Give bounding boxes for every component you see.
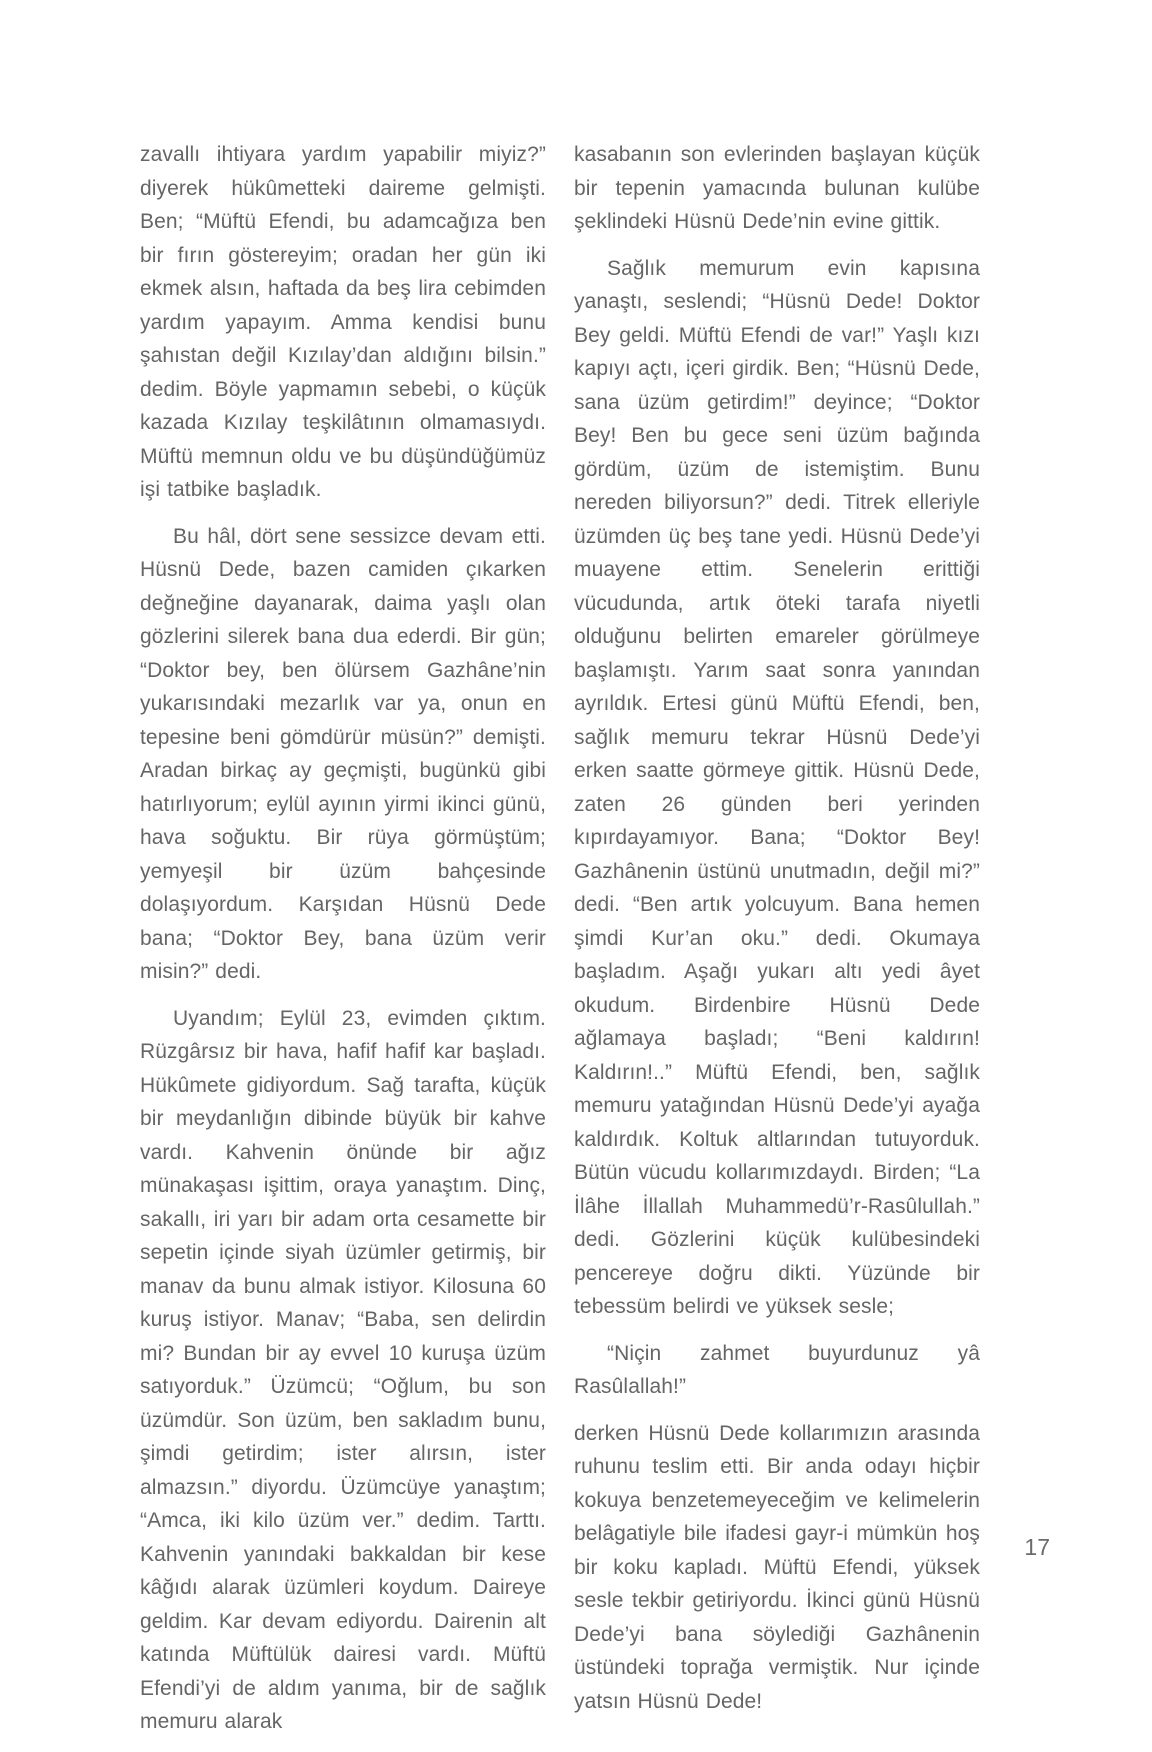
page-number: 17 <box>1024 1534 1050 1560</box>
paragraph: Uyandım; Eylül 23, evimden çıktım. Rüzgârsız bir hava, hafif hafif kar başladı. Hükûmete gidiyordum. Sağ tarafta, küçük bir meydanlığın dibinde büyük bir kahve vardı. Kahvenin önünde bir ağız münakaşası işittim, oraya yanaştım. Dinç, sakallı, iri yarı bir adam orta cesamette bir sepetin içinde siyah üzümler getirmiş, bir manav da bunu almak istiyor. Kilosuna 60 kuruş istiyor. Manav; “Baba, sen delirdin mi? Bundan bir ay evvel 10 kuruşa üzüm satıyorduk.” Üzümcü; “Oğlum, bu son üzümdür. Son üzüm, ben sakladım bunu, şimdi getirdim; ister alırsın, ister almazsın.” diyordu. Üzümcüye yanaştım; “Amca, iki kilo üzüm ver.” dedim. Tarttı. Kahvenin yanındaki bakkaldan bir kese kâğıdı alarak üzümleri koydum. Daireye geldim. Kar devam ediyordu. Dairenin alt katında Müftülük dairesi vardı. Müftü Efendi’yi de aldım yanıma, bir de sağlık memuru alarak <box>140 1006 546 1733</box>
paragraph: derken Hüsnü Dede kollarımızın arasında ruhunu teslim etti. Bir anda odayı hiçbir kokuya benzetemeyeceğim ve kelimelerin belâgatiyle bile ifadesi gayr-i mümkün hoş bir koku kapladı. Müftü Efendi, yüksek sesle tekbir getiriyordu. İkinci günü Hüsnü Dede’yi bana söylediği Gazhânenin üstündeki toprağa vermiştik. Nur içinde yatsın Hüsnü Dede! <box>574 1421 980 1713</box>
right-column <box>574 138 980 1752</box>
quote-paragraph: “Niçin zahmet buyurdunuz yâ Rasûlallah!” <box>574 1341 980 1398</box>
paragraph: Bu hâl, dört sene sessizce devam etti. Hüsnü Dede, bazen camiden çıkarken değneğine dayanarak, daima yaşlı olan gözlerini silerek bana dua ederdi. Bir gün; “Doktor bey, ben ölürsem Gazhâne’nin yukarısındaki mezarlık var ya, onun en tepesine beni gömdürür müsün?” demişti. Aradan birkaç ay geçmişti, bugünkü gibi hatırlıyorum; eylül ayının yirmi ikinci günü, hava soğuktu. Bir rüya görmüştüm; yemyeşil bir üzüm bahçesinde dolaşıyordum. Karşıdan Hüsnü Dede bana; “Doktor Bey, bana üzüm verir misin?” dedi. <box>140 524 546 983</box>
two-column-text-block <box>140 138 980 1752</box>
paragraph: Sağlık memurum evin kapısına yanaştı, seslendi; “Hüsnü Dede! Doktor Bey geldi. Müftü Efendi de var!” Yaşlı kızı kapıyı açtı, içeri girdik. Ben; “Hüsnü Dede, sana üzüm getirdim!” deyince; “Doktor Bey! Ben bu gece seni üzüm bağında gördüm, üzüm de istemiştim. Bunu nereden biliyorsun?” dedi. Titrek elleriyle üzümden üç beş tane yedi. Hüsnü Dede’yi muayene ettim. Senelerin erittiği vücudunda, artık öteki tarafa niyetli olduğunu belirten emareler görülmeye başlamıştı. Yarım saat sonra yanından ayrıldık. Ertesi günü Müftü Efendi, ben, sağlık memuru tekrar Hüsnü Dede’yi erken saatte görmeye gittik. Hüsnü Dede, zaten 26 günden beri yerinden kıpırdayamıyor. Bana; “Doktor Bey! Gazhânenin üstünü unutmadın, değil mi?” dedi. “Ben artık yolcuyum. Bana hemen şimdi Kur’an oku.” dedi. Okumaya başladım. Aşağı yukarı altı yedi âyet okudum. Birdenbire Hüsnü Dede ağlamaya başladı; “Beni kaldırın! Kaldırın!..” Müftü Efendi, ben, sağlık memuru yatağından Hüsnü Dede’yi ayağa kaldırdık. Koltuk altlarından tutuyorduk. Bütün vücudu kollarımızdaydı. Birden; “La İlâhe İllallah Muhammedü’r-Rasûlullah.” dedi. Gözlerini küçük kulübesindeki pencereye doğru dikti. Yüzünde bir tebessüm belirdi ve yüksek sesle; <box>574 256 980 1318</box>
paragraph: zavallı ihtiyara yardım yapabilir miyiz?” diyerek hükûmetteki daireme gelmişti. Ben; “Müftü Efendi, bu adamcağıza ben bir fırın göstereyim; oradan her gün iki ekmek alsın, haftada da beş lira cebimden yardım yapayım. Amma kendisi bunu şahıstan değil Kızılay’dan aldığını bilsin.” dedim. Böyle yapmamın sebebi, o küçük kazada Kızılay teşkilâtının olmamasıydı. Müftü memnun oldu ve bu düşündüğümüz işi tatbike başladık. <box>140 143 546 501</box>
left-column <box>140 138 546 1752</box>
paragraph: kasabanın son evlerinden başlayan küçük bir tepenin yamacında bulunan kulübe şeklindeki Hüsnü Dede’nin evine gittik. <box>574 143 980 233</box>
